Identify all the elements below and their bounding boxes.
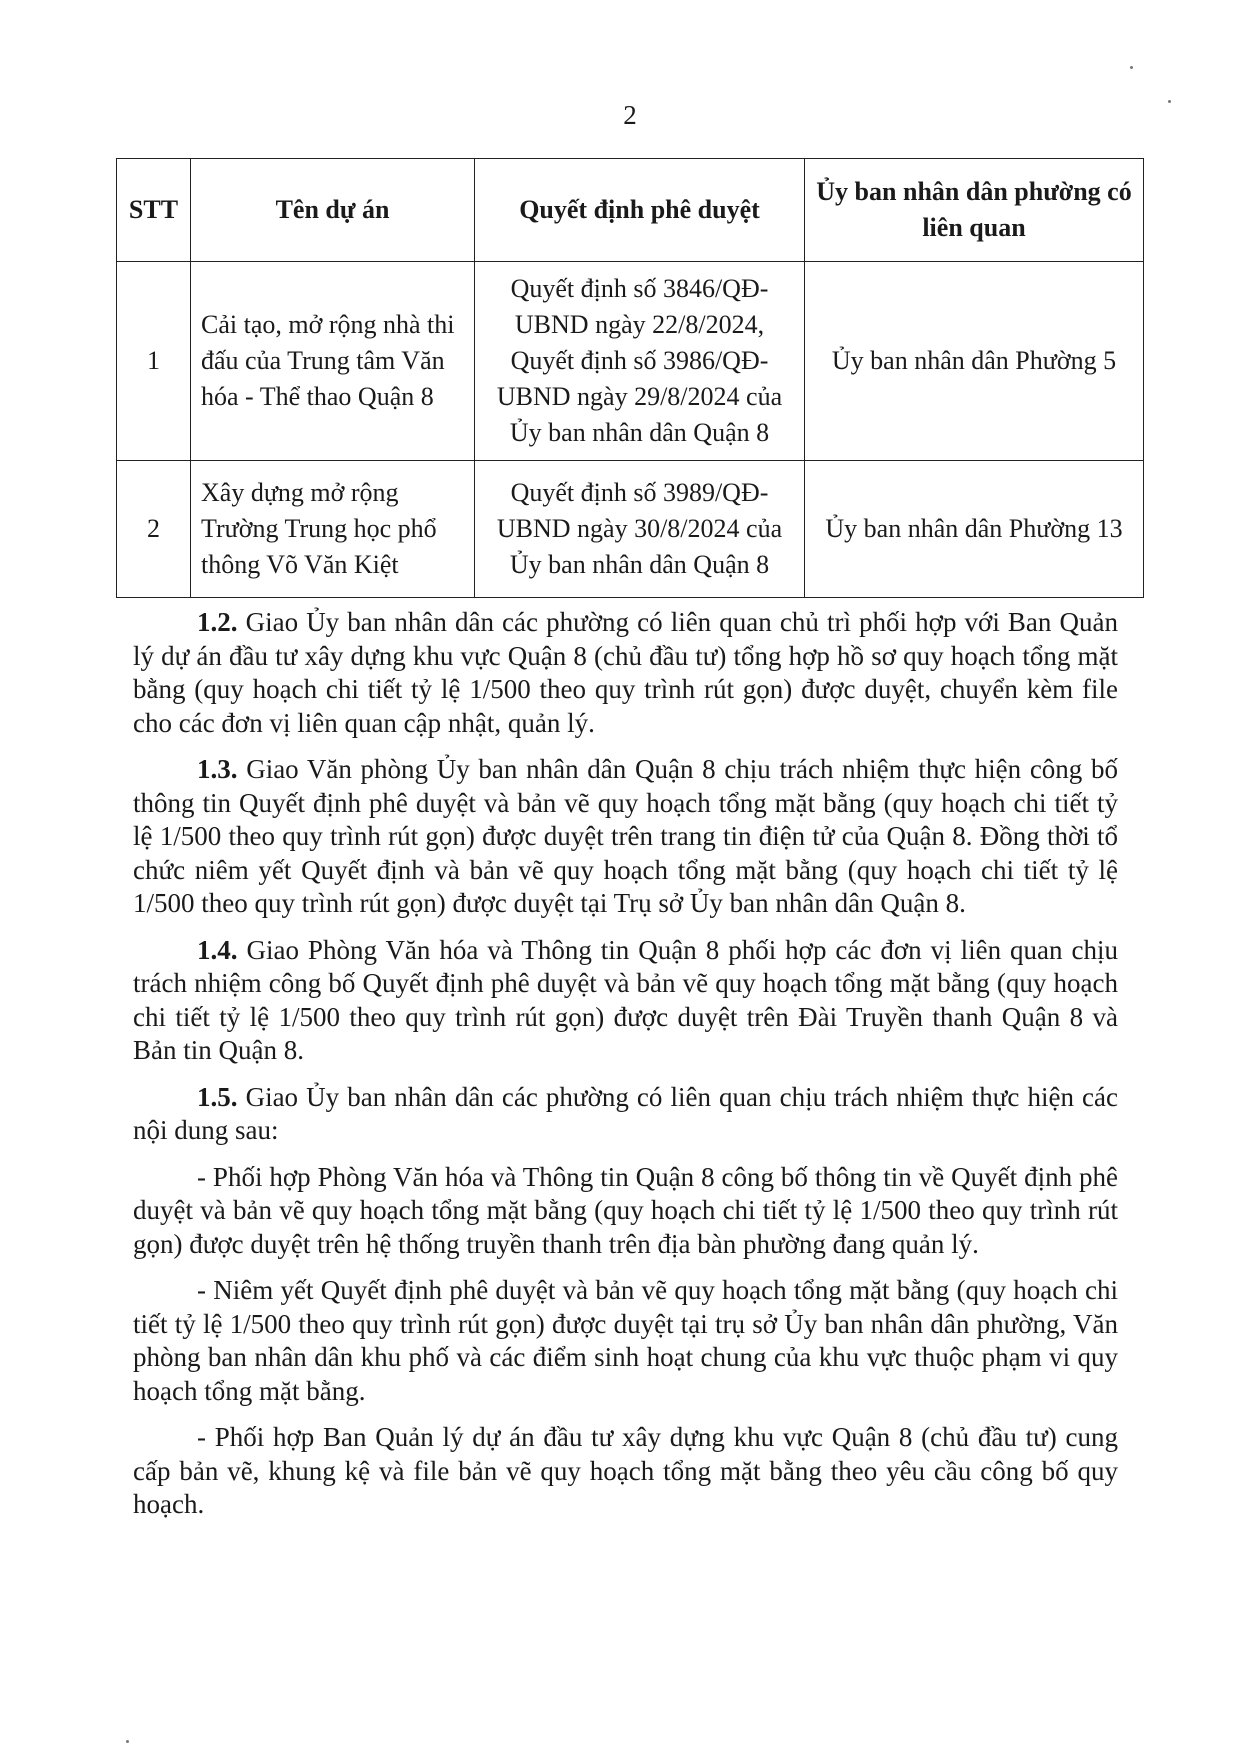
cell-stt: 1: [117, 262, 191, 461]
paragraph-1-2: [133, 606, 1118, 740]
paragraph-number: 1.4.: [197, 934, 238, 965]
paragraph-number: 1.3.: [197, 754, 238, 784]
header-decision: Quyết định phê duyệt: [475, 159, 805, 262]
paragraph-text: Giao Văn phòng Ủy ban nhân dân Quận 8 chịu trách nhiệm thực hiện công bố thông tin Quyết định phê duyệt và bản vẽ quy hoạch tổng mặt bằng (quy hoạch chi tiết tỷ lệ 1/500 theo quy trình rút gọn) được duyệt trên trang tin điện tử của Quận 8. Đồng thời tổ chức niêm yết Quyết định và bản vẽ quy hoạch tổng mặt bằng (quy hoạch chi tiết tỷ lệ 1/500 theo quy trình rút gọn) được duyệt tại Trụ sở Ủy ban nhân dân Quận 8.: [133, 754, 1118, 918]
header-project-name: Tên dự án: [191, 159, 475, 262]
cell-stt: 2: [117, 461, 191, 598]
bullet-text: - Niêm yết Quyết định phê duyệt và bản vẽ quy hoạch tổng mặt bằng (quy hoạch chi tiết tỷ lệ 1/500 theo quy trình rút gọn) được duyệt tại trụ sở Ủy ban nhân dân phường, Văn phòng ban nhân dân khu phố và các điểm sinh hoạt chung của khu vực thuộc phạm vi quy hoạch tổng mặt bằng.: [133, 1275, 1118, 1406]
paragraph-number: 1.2.: [197, 607, 238, 637]
scan-speck: [1130, 66, 1133, 69]
bullet-text: - Phối hợp Phòng Văn hóa và Thông tin Quận 8 công bố thông tin về Quyết định phê duyệt và bản vẽ quy hoạch tổng mặt bằng (quy hoạch chi tiết tỷ lệ 1/500 theo quy trình rút gọn) được duyệt trên hệ thống truyền thanh trên địa bàn phường đang quản lý.: [133, 1161, 1118, 1259]
table-row: [117, 461, 1144, 598]
cell-ward: Ủy ban nhân dân Phường 13: [805, 461, 1144, 598]
paragraph-1-4: [133, 934, 1118, 1068]
table-header-row: [117, 159, 1144, 262]
scan-speck: [126, 1740, 129, 1743]
header-ward: Ủy ban nhân dân phường có liên quan: [805, 159, 1144, 262]
paragraph-text: Giao Ủy ban nhân dân các phường có liên quan chịu trách nhiệm thực hiện các nội dung sau:: [133, 1081, 1118, 1145]
table-row: [117, 262, 1144, 461]
paragraph-text: Giao Ủy ban nhân dân các phường có liên quan chủ trì phối hợp với Ban Quản lý dự án đầu tư xây dựng khu vực Quận 8 (chủ đầu tư) tổng hợp hồ sơ quy hoạch tổng mặt bằng (quy hoạch chi tiết tỷ lệ 1/500 theo quy trình rút gọn) được duyệt, chuyển kèm file cho các đơn vị liên quan cập nhật, quản lý.: [133, 607, 1118, 738]
paragraph-text: Giao Phòng Văn hóa và Thông tin Quận 8 phối hợp các đơn vị liên quan chịu trách nhiệm công bố Quyết định phê duyệt và bản vẽ quy hoạch tổng mặt bằng (quy hoạch chi tiết tỷ lệ 1/500 theo quy trình rút gọn) được duyệt trên Đài Truyền thanh Quận 8 và Bản tin Quận 8.: [133, 934, 1118, 1065]
cell-project-name: Cải tạo, mở rộng nhà thi đấu của Trung tâm Văn hóa - Thể thao Quận 8: [191, 262, 475, 461]
cell-decision: Quyết định số 3846/QĐ-UBND ngày 22/8/2024, Quyết định số 3986/QĐ-UBND ngày 29/8/2024 của Ủy ban nhân dân Quận 8: [475, 262, 805, 461]
bullet-item: [133, 1161, 1118, 1262]
body-text: [133, 606, 1118, 1535]
cell-ward: Ủy ban nhân dân Phường 5: [805, 262, 1144, 461]
scan-speck: [1168, 100, 1171, 103]
paragraph-number: 1.5.: [197, 1081, 238, 1112]
header-stt: STT: [117, 159, 191, 262]
cell-project-name: Xây dựng mở rộng Trường Trung học phổ thông Võ Văn Kiệt: [191, 461, 475, 598]
bullet-item: [133, 1274, 1118, 1408]
cell-decision: Quyết định số 3989/QĐ-UBND ngày 30/8/2024 của Ủy ban nhân dân Quận 8: [475, 461, 805, 598]
project-table: [116, 158, 1144, 598]
paragraph-1-5: [133, 1081, 1118, 1148]
bullet-item: [133, 1421, 1118, 1522]
bullet-text: - Phối hợp Ban Quản lý dự án đầu tư xây dựng khu vực Quận 8 (chủ đầu tư) cung cấp bản vẽ, khung kệ và file bản vẽ quy hoạch tổng mặt bằng theo yêu cầu công bố quy hoạch.: [133, 1422, 1118, 1519]
page-number: 2: [623, 100, 637, 130]
paragraph-1-3: [133, 753, 1118, 921]
